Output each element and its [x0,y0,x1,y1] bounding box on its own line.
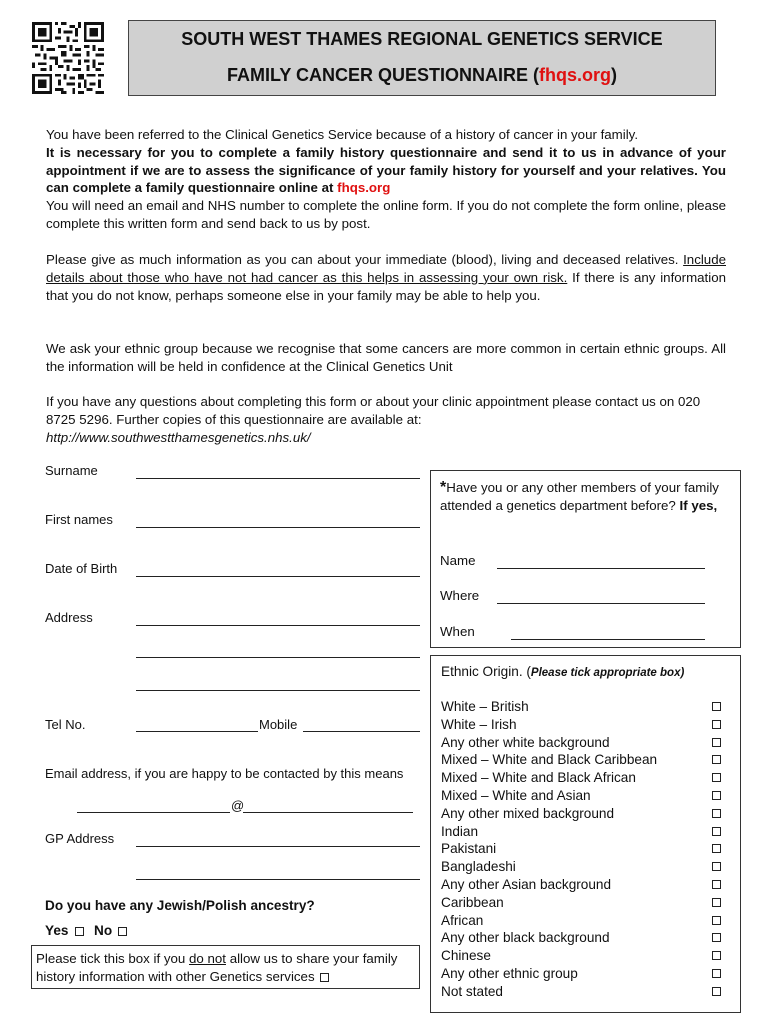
ethnic-origin-title-text: Ethnic Origin. ( [441,664,531,679]
ethnic-option-label: Any other ethnic group [441,966,578,981]
address-field-line-2[interactable] [136,657,420,658]
genetics-if-yes: If yes, [679,498,718,513]
ethnic-option[interactable] [441,947,721,965]
ancestry-yes-label: Yes [45,923,69,938]
gp-address-field-line-1[interactable] [136,846,420,847]
header-box [128,20,716,96]
tel-field[interactable] [136,731,258,732]
surname-label: Surname [45,463,98,478]
ethnic-option-checkbox[interactable] [712,791,721,800]
ancestry-options [45,923,127,938]
ethnic-origin-hint: Please tick appropriate box) [530,667,685,679]
intro-underlined-text: Include details about those who have not had cancer as this helps in assessing your own risk. [46,252,726,285]
genetics-history-box [430,470,741,648]
address-field-line-3[interactable] [136,690,420,691]
ethnic-option[interactable] [441,929,721,947]
genetics-when-label: When [440,624,475,639]
ethnic-option-label: Not stated [441,983,503,999]
ethnic-option-checkbox[interactable] [712,951,721,960]
ethnic-option-label: White – Irish [441,716,517,732]
mobile-label: Mobile [259,717,298,732]
genetics-asterisk: * [440,479,447,496]
intro-info-text: Please give as much information as you can about your immediate (blood), living and deceased relatives. [46,252,679,267]
intro-referral-text: You have been referred to the Clinical Genetics Service because of a history of cancer in your family. [46,127,639,142]
genetics-question-text: Have you or any other members of your family attended a genetics department before? [440,480,719,513]
header-subtitle-text: FAMILY CANCER QUESTIONNAIRE ( [226,65,540,85]
ancestry-no-checkbox[interactable] [118,927,127,936]
ethnic-option-checkbox[interactable] [712,755,721,764]
header-subtitle [129,65,715,86]
gp-address-field-line-2[interactable] [136,879,420,880]
ethnic-option-checkbox[interactable] [712,862,721,871]
genetics-where-field[interactable] [497,603,705,604]
ethnic-option-checkbox[interactable] [712,773,721,782]
ancestry-question: Do you have any Jewish/Polish ancestry? [45,898,315,913]
genetics-name-label: Name [440,553,476,568]
ethnic-option[interactable] [441,787,721,805]
intro-contact-text: If you have any questions about completing this form or about your clinic appointment please contact us on 020 8725 5296. Further copies of this questionnaire are available at: [46,394,701,427]
ethnic-option-label: Caribbean [441,894,504,910]
share-text-b: allow us to share your family history information with other Genetics services [36,951,398,984]
tel-label: Tel No. [45,717,86,732]
ancestry-yes-checkbox[interactable] [75,927,84,936]
intro-fhqs-link[interactable]: fhqs.org [337,180,391,196]
ethnic-option[interactable] [441,912,721,930]
share-consent-checkbox[interactable] [320,973,329,982]
ethnic-option-label: White – British [441,699,529,714]
intro-paragraph-3: We ask your ethnic group because we recognise that some cancers are more common in certain ethnic groups. All the information will be held in confidence at the Clinical Genetics Unit [46,341,726,374]
first-names-label: First names [45,512,113,527]
ethnic-option-checkbox[interactable] [712,880,721,889]
intro-important-text: It is necessary for you to complete a family history questionnaire and send it to us in advance of your appointment if we are to assess the significance of your family history for yourself and your relatives. You can complete a family questionnaire online at [46,144,726,196]
ethnic-option-checkbox[interactable] [712,827,721,836]
ethnic-option[interactable] [441,698,721,716]
ethnic-option-checkbox[interactable] [712,969,721,978]
ethnic-option[interactable] [441,858,721,876]
share-consent-box [31,945,420,989]
gp-address-label: GP Address [45,831,115,846]
dob-field[interactable] [136,576,420,577]
ethnic-option[interactable] [441,840,721,858]
header-title: SOUTH WEST THAMES REGIONAL GENETICS SERVICE [181,29,663,49]
ethnic-option-checkbox[interactable] [712,987,721,996]
ethnic-option[interactable] [441,983,721,1001]
ethnic-option-label: Bangladeshi [441,859,516,875]
intro-paragraph-4 [46,393,726,446]
ethnic-option-checkbox[interactable] [712,720,721,729]
ethnic-option-label: Mixed – White and Black Caribbean [441,752,658,768]
email-domain-field[interactable] [243,812,413,813]
ethnic-option-label: Any other black background [441,930,610,946]
first-names-field[interactable] [136,527,420,528]
dob-label: Date of Birth [45,561,118,576]
ethnic-option-label: Mixed – White and Asian [441,788,591,803]
ethnic-option-label: Indian [441,823,479,839]
fhqs-link[interactable]: fhqs.org [539,65,612,85]
ethnic-option-checkbox[interactable] [712,916,721,925]
intro-online-text: You will need an email and NHS number to complete the online form. If you do not complete the form online, please complete this written form and send back to us by post. [46,198,726,231]
ethnic-option-label: Any other mixed background [441,805,615,821]
email-user-field[interactable] [77,812,230,813]
email-at-sign: @ [231,798,245,813]
ethnic-option-label: Chinese [441,948,491,964]
genetics-where-label: Where [440,588,480,603]
share-text-a: Please tick this box if you [36,951,186,966]
ancestry-no-label: No [94,923,113,938]
ethnic-option[interactable] [441,805,721,823]
website-link[interactable]: http://www.southwestthamesgenetics.nhs.uk/ [46,429,311,445]
genetics-question [440,479,730,515]
email-label: Email address, if you are happy to be contacted by this means [45,766,404,781]
ethnic-option-label: Any other Asian background [441,877,612,892]
ethnic-option[interactable] [441,965,721,983]
ethnic-origin-title [441,664,684,679]
ethnic-option[interactable] [441,751,721,769]
ethnic-option-checkbox[interactable] [712,844,721,853]
ethnic-option[interactable] [441,716,721,734]
share-consent-text [36,950,416,986]
ethnic-option[interactable] [441,876,721,894]
mobile-field[interactable] [303,731,420,732]
ethnic-option[interactable] [441,734,721,752]
ethnic-option-checkbox[interactable] [712,898,721,907]
ethnic-option-checkbox[interactable] [712,809,721,818]
ethnic-option-label: Mixed – White and Black African [441,770,636,786]
ethnic-option-label: Any other white background [441,734,610,750]
ethnic-option[interactable] [441,769,721,787]
address-field-line-1[interactable] [136,625,420,626]
intro-unknown-text: If there is any information that you do not know, perhaps someone else in your family may be able to help you. [46,269,726,303]
genetics-when-field[interactable] [511,639,705,640]
genetics-name-field[interactable] [497,568,705,569]
qr-code [32,22,104,94]
surname-field[interactable] [136,478,420,479]
ethnic-option-checkbox[interactable] [712,702,721,711]
intro-paragraph-1 [46,126,726,233]
header-subtitle-close: ) [611,65,618,85]
address-label: Address [45,610,93,625]
ethnic-option-checkbox[interactable] [712,738,721,747]
share-text-underlined: do not [189,951,226,966]
ethnic-option[interactable] [441,894,721,912]
ethnic-option-checkbox[interactable] [712,933,721,942]
ethnic-option[interactable] [441,823,721,841]
ethnic-option-label: African [441,912,484,928]
ethnic-option-label: Pakistani [441,841,497,857]
intro-paragraph-2 [46,251,726,304]
